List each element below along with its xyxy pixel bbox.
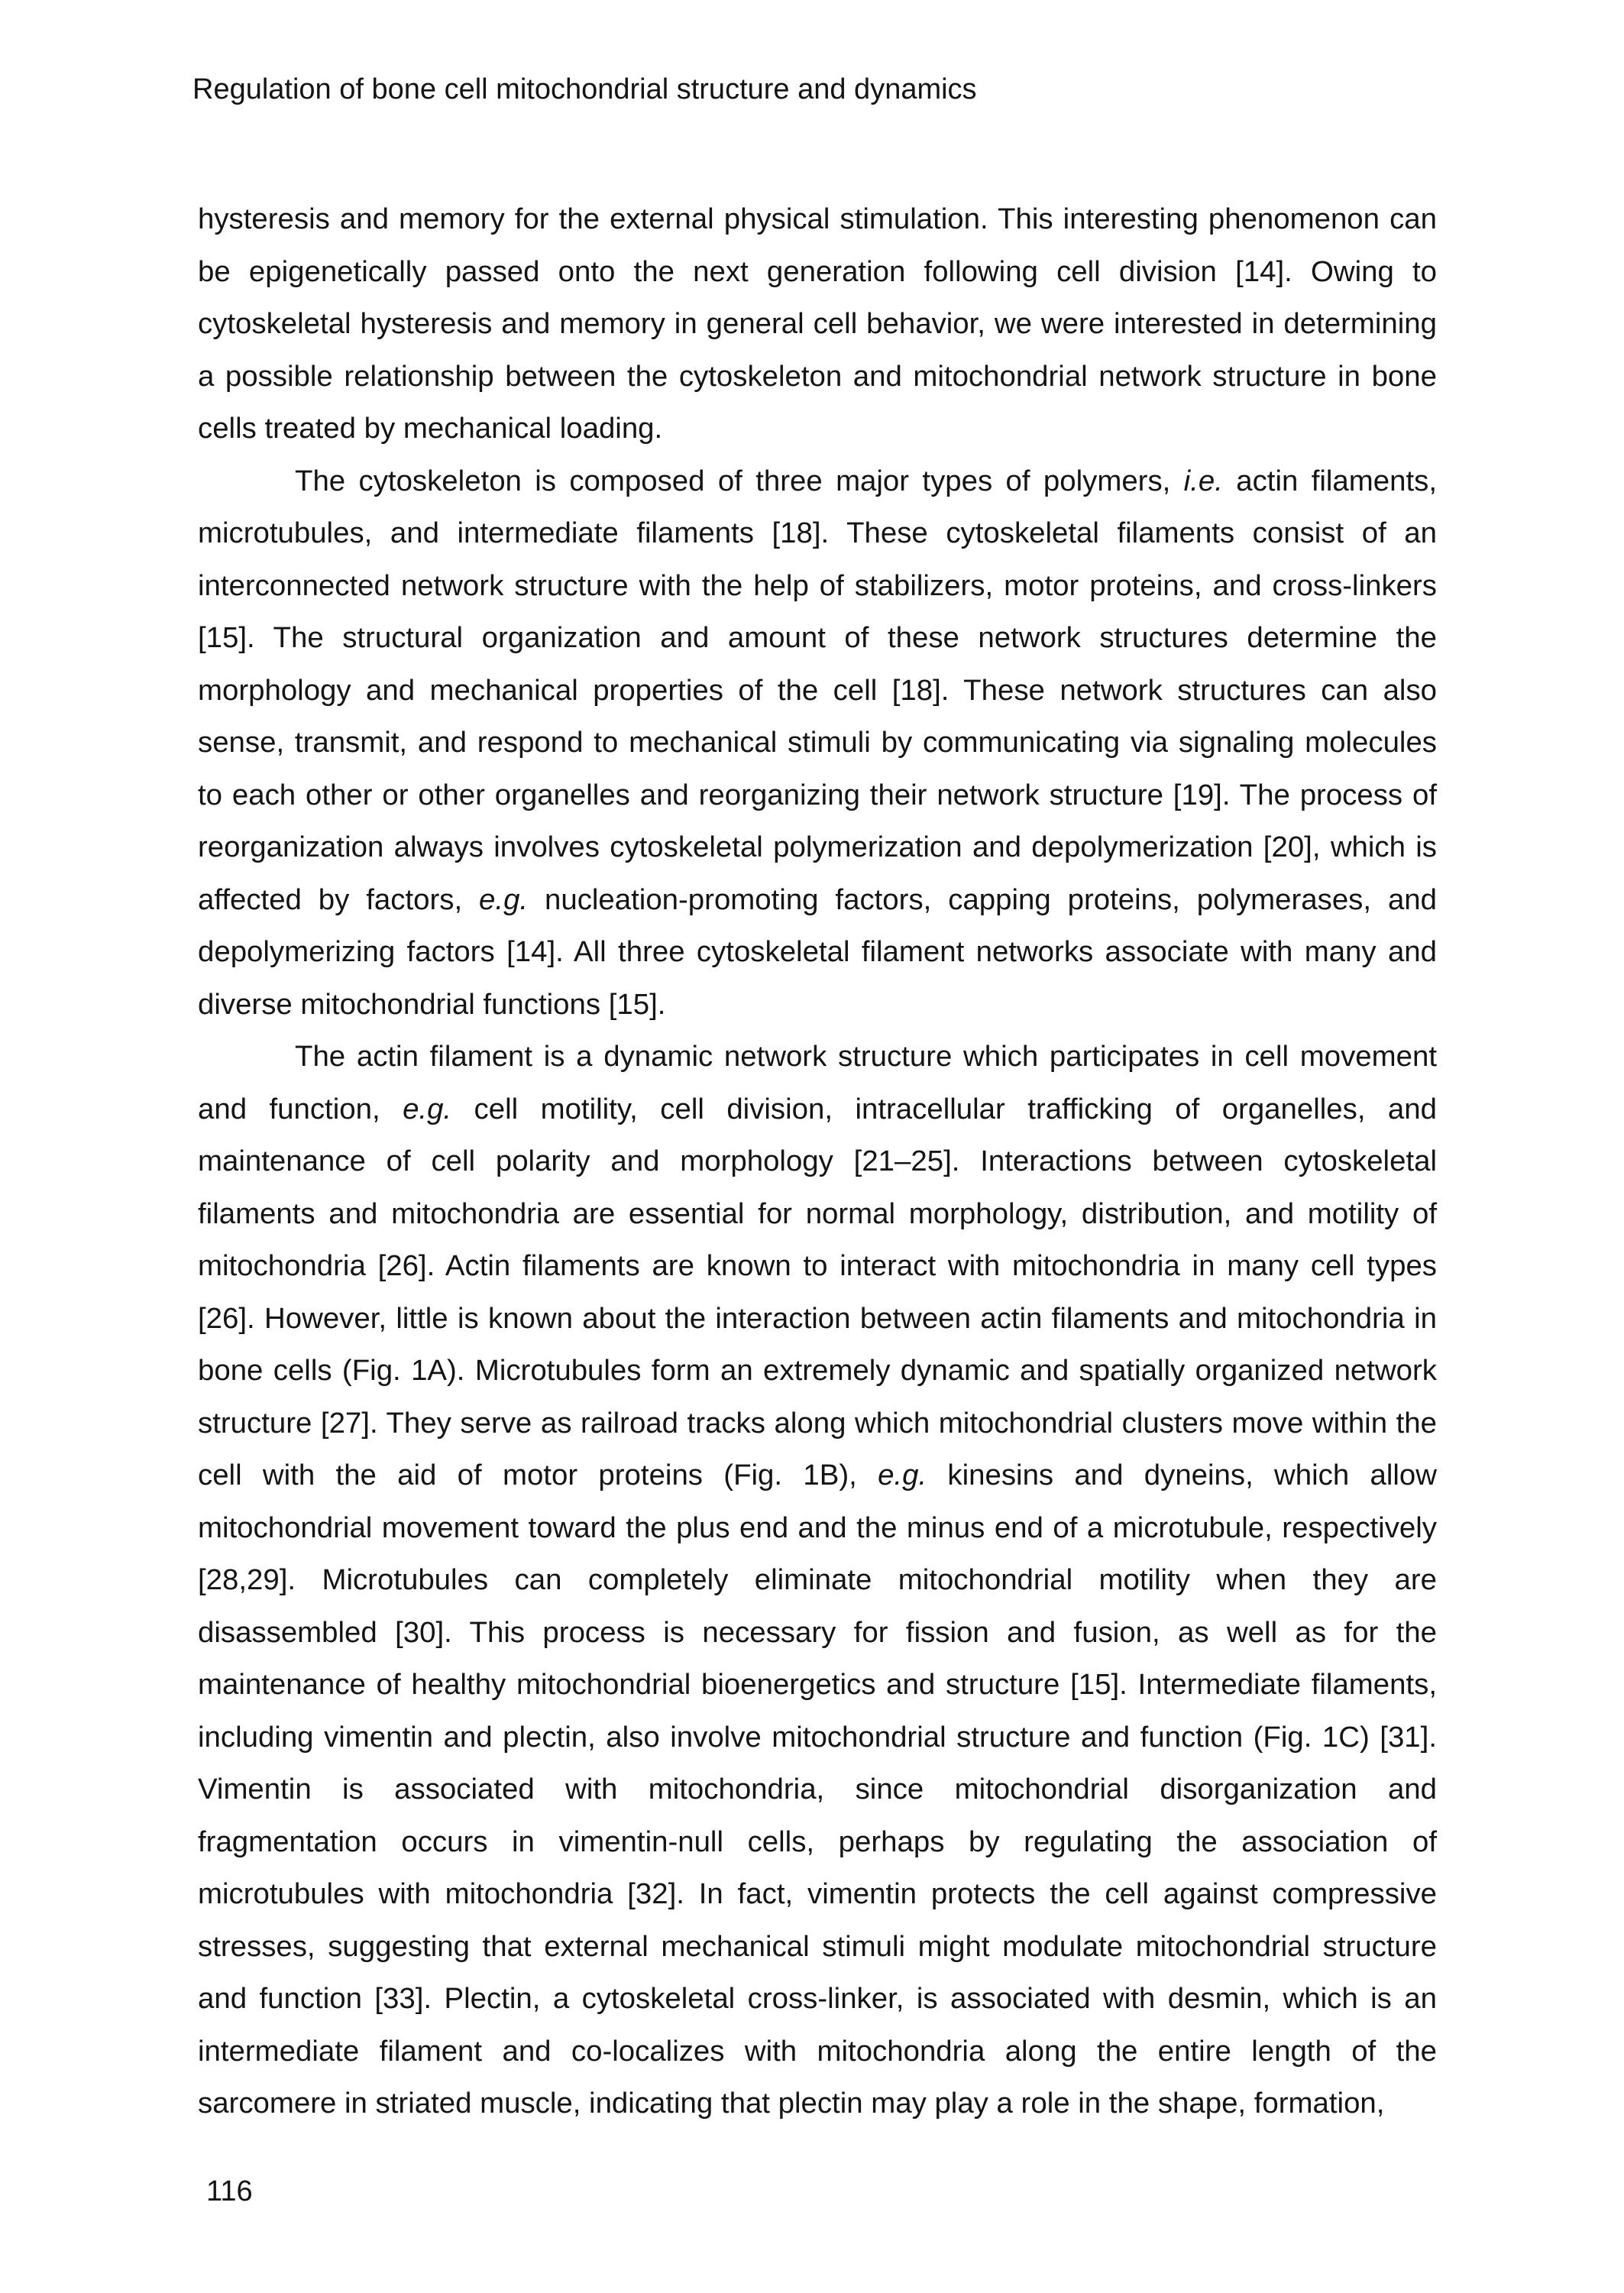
paragraph-3-text-c: kinesins and dyneins, which allow mitochondrial movement toward the plus end and the minus end of a microtubule, respectively [28,29]. Microtubules can completely eliminate mitochondrial motility when they are disassembled [30]. This process is necessary for fission and fusion, as well as for the maintenance of healthy mitochondrial bioenergetics and structure [15]. Intermediate filaments, including vimentin and plectin, also involve mitochondrial structure and function (Fig. 1C) [31]. Vimentin is associated with mitochondria, since mitochondrial disorganization and fragmentation occurs in vimentin-null cells, perhaps by regulating the association of microtubules with mitochondria [32]. In fact, vimentin protects the cell against compressive stresses, suggesting that external mechanical stimuli might modulate mitochondrial structure and function [33]. Plectin, a cytoskeletal cross-linker, is associated with desmin, which is an intermediate filament and co-localizes with mitochondria along the entire length of the sarcomere in striated muscle, indicating that plectin may play a role in the shape, formation, — [198, 1459, 1437, 2120]
paragraph-3-text-b: cell motility, cell division, intracellular trafficking of organelles, and maintenance of cell polarity and morphology [21–25]. Interactions between cytoskeletal filaments and mitochondria are essential for normal morphology, distribution, and motility of mitochondria [26]. Actin filaments are known to interact with mitochondria in many cell types [26]. However, little is known about the interaction between actin filaments and mitochondria in bone cells (Fig. 1A). Microtubules form an extremely dynamic and spatially organized network structure [27]. They serve as railroad tracks along which mitochondrial clusters move within the cell with the aid of motor proteins (Fig. 1B), — [198, 1092, 1437, 1491]
body-text — [198, 193, 1437, 2130]
paragraph-2 — [198, 455, 1437, 1032]
paragraph-2-abbrev-ie: i.e. — [1183, 464, 1223, 497]
paragraph-2-text-a: The cytoskeleton is composed of three major types of polymers, — [295, 464, 1184, 497]
paragraph-3 — [198, 1031, 1437, 2130]
paragraph-2-abbrev-eg: e.g. — [479, 883, 529, 916]
paragraph-3-abbrev-eg-2: e.g. — [878, 1459, 927, 1491]
page-number: 116 — [206, 2175, 253, 2207]
running-header: Regulation of bone cell mitochondrial structure and dynamics — [192, 73, 977, 105]
paragraph-3-text-a: The actin filament is a dynamic network structure which participates in cell movement and function, — [198, 1040, 1437, 1125]
paragraph-2-text-c: nucleation-promoting factors, capping proteins, polymerases, and depolymerizing factors [14]. All three cytoskeletal filament networks associate with many and diverse mitochondrial functions [15]. — [198, 883, 1437, 1021]
paragraph-1 — [198, 193, 1437, 455]
paragraph-3-abbrev-eg-1: e.g. — [403, 1092, 452, 1125]
paragraph-1-text: hysteresis and memory for the external physical stimulation. This interesting phenomenon can be epigenetically passed onto the next generation following cell division [14]. Owing to cytoskeletal hysteresis and memory in general cell behavior, we were interested in determining a possible relationship between the cytoskeleton and mitochondrial network structure in bone cells treated by mechanical loading. — [198, 202, 1437, 445]
paragraph-2-text-b: actin filaments, microtubules, and intermediate filaments [18]. These cytoskeletal filaments consist of an interconnected network structure with the help of stabilizers, motor proteins, and cross-linkers [15]. The structural organization and amount of these network structures determine the morphology and mechanical properties of the cell [18]. These network structures can also sense, transmit, and respond to mechanical stimuli by communicating via signaling molecules to each other or other organelles and reorganizing their network structure [19]. The process of reorganization always involves cytoskeletal polymerization and depolymerization [20], which is affected by factors, — [198, 464, 1437, 916]
